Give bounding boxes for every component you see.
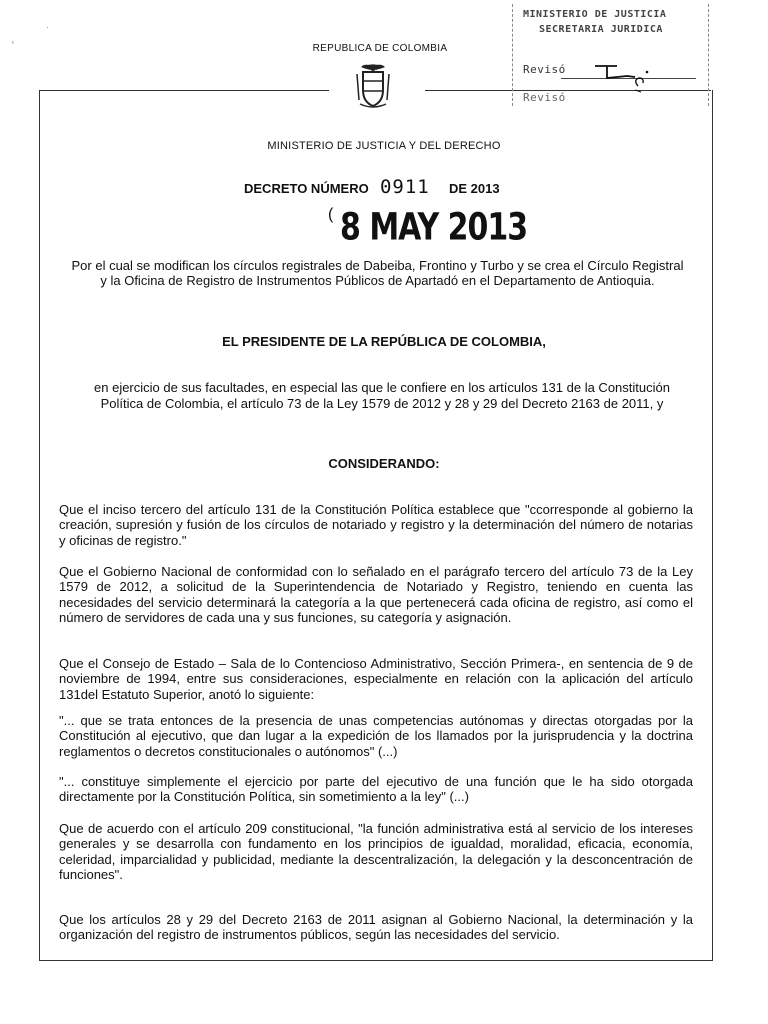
decree-number-line	[244, 176, 644, 198]
country-heading: REPUBLICA DE COLOMBIA	[312, 43, 448, 54]
date-stamp: 8 MAY 2013	[340, 205, 528, 250]
stamp-line-secretaria: SECRETARIA JURIDICA	[539, 24, 663, 35]
paragraph-2: Que el Gobierno Nacional de conformidad con lo señalado en el parágrafo tercero del artículo 73 de la Ley 1579 de 2012, a solicitud de la Superintendencia de Notariado y Registro, teniendo en cuenta las necesidades del servicio determinará la categoría a la que pertenecerá cada oficina de registro, así como el número de servidores de cada una y sus funciones, su categoría y asignación.	[59, 564, 693, 625]
considering-heading: CONSIDERANDO:	[328, 456, 440, 471]
signature-icon	[583, 56, 693, 106]
authority-heading: EL PRESIDENTE DE LA REPÚBLICA DE COLOMBIA,	[222, 334, 546, 349]
stamp-line-ministry: MINISTERIO DE JUSTICIA	[523, 9, 667, 20]
date-stamp-paren: (	[328, 206, 334, 223]
quote-2: "... constituye simplemente el ejercicio por parte del ejecutivo de una función que le ha sido otorgada directamente por la Constitución Política, sin sometimiento a la ley" (...)	[59, 774, 693, 805]
border-top-left	[39, 90, 329, 91]
decree-label: DECRETO NÚMERO	[244, 181, 369, 196]
ministry-heading: MINISTERIO DE JUSTICIA Y DEL DERECHO	[267, 140, 501, 152]
approval-stamp	[512, 4, 709, 106]
decree-number: 0911	[379, 176, 430, 198]
stamp-line-reviso-2: Revisó	[523, 91, 566, 104]
powers-clause: en ejercicio de sus facultades, en especial las que le confiere en los artículos 131 de la Constitución Política de Colombia, el artículo 73 de la Ley 1579 de 2012 y 28 y 29 del Decreto 2163 de 2011, y	[94, 380, 670, 411]
quote-1: "... que se trata entonces de la presencia de unas competencias autónomas y directas otorgadas por la Constitución al ejecutivo, que dan lugar a la expedición de los llamados por la jurisprudencia y la doctrina reglamentos o decretos constitucionales o autónomos" (...)	[59, 713, 693, 759]
paragraph-4: Que de acuerdo con el artículo 209 constitucional, "la función administrativa está al servicio de los intereses generales y se desarrolla con fundamento en los principios de igualdad, moralidad, eficacia, economía, celeridad, imparcialidad y publicidad, mediante la descentralización, la delegación y la desconcentración de funciones".	[59, 821, 693, 882]
scan-speck: ·	[46, 22, 49, 32]
scan-speck: '	[12, 40, 14, 50]
paragraph-5: Que los artículos 28 y 29 del Decreto 2163 de 2011 asignan al Gobierno Nacional, la determinación y la organización del registro de instrumentos públicos, según las necesidades del servicio.	[59, 912, 693, 943]
decree-year: DE 2013	[448, 181, 500, 196]
decree-title: Por el cual se modifican los círculos registrales de Dabeiba, Frontino y Turbo y se crea el Círculo Registral y la Oficina de Registro de Instrumentos Públicos de Apartadó en el Departamento de Antioquia.	[71, 258, 684, 288]
coat-of-arms-icon	[348, 60, 398, 110]
stamp-line-reviso: Revisó	[523, 63, 566, 76]
paragraph-3: Que el Consejo de Estado – Sala de lo Contencioso Administrativo, Sección Primera-, en sentencia de 9 de noviembre de 1994, entre sus consideraciones, especialmente en relación con la aplicación del artículo 131del Estatuto Superior, anotó lo siguiente:	[59, 656, 693, 702]
paragraph-1: Que el inciso tercero del artículo 131 de la Constitución Política establece que "ccorresponde al gobierno la creación, supresión y fusión de los círculos de notariado y registro y la determinación del número de notarias y oficinas de registro."	[59, 502, 693, 548]
